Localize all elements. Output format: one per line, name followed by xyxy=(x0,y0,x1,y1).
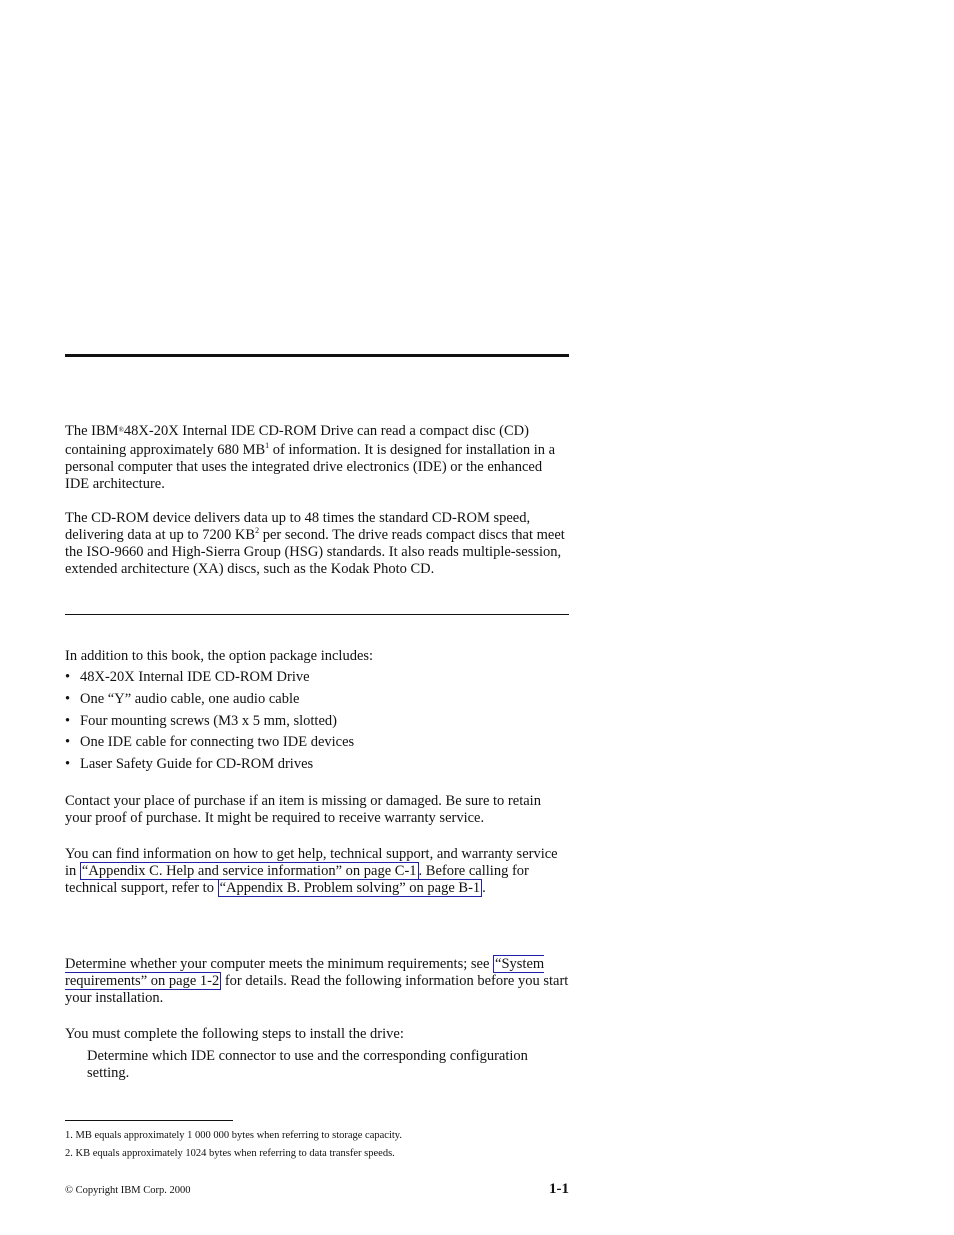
bullet: • xyxy=(65,734,71,751)
chapter-rule xyxy=(65,354,569,357)
intro-text: The CD-ROM device delivers data up to 48 times the standard CD-ROM speed, delivering data at up to 7200 KB xyxy=(65,510,531,543)
bullet: • xyxy=(65,669,71,685)
footnote-2: 2. KB equals approximately 1024 bytes when referring to data transfer speeds. xyxy=(65,1148,395,1159)
install-step-1: Determine which IDE connector to use and the corresponding configuration setting. xyxy=(87,1048,528,1081)
package-contents-list xyxy=(65,669,569,778)
page-number: 1-1 xyxy=(549,1181,569,1197)
footnote-ref-2: 2 xyxy=(255,526,260,536)
install-paragraph-1 xyxy=(65,956,569,1007)
list-item-text: Four mounting screws (M3 x 5 mm, slotted) xyxy=(80,712,337,729)
footnote-1: 1. MB equals approximately 1 000 000 bytes when referring to storage capacity. xyxy=(65,1130,402,1141)
list-item xyxy=(65,734,569,756)
intro-text: of information. It is designed for installation in a personal computer that uses the integrated drive electronics (IDE) or the enhanced IDE architecture. xyxy=(65,442,556,492)
copyright-notice: © Copyright IBM Corp. 2000 xyxy=(65,1185,191,1196)
registered-mark: ® xyxy=(118,426,124,434)
package-intro: In addition to this book, the option package includes: xyxy=(65,648,374,664)
list-item-text: One IDE cable for connecting two IDE devices xyxy=(80,734,355,751)
list-item xyxy=(65,691,569,713)
bullet: • xyxy=(65,690,71,707)
list-item-text: One “Y” audio cable, one audio cable xyxy=(80,690,300,707)
intro-text: 48X-20X Internal IDE CD-ROM Drive can read a compact disc (CD) containing approximately 680 MB xyxy=(65,423,529,458)
install-paragraph-2: You must complete the following steps to install the drive: xyxy=(65,1026,404,1042)
intro-paragraph-1 xyxy=(65,423,569,493)
list-item xyxy=(65,756,569,778)
install-text: Determine whether your computer meets the minimum requirements; see xyxy=(65,956,494,972)
section-rule xyxy=(65,614,569,615)
install-text: for details. Read the following information before you start your installation. xyxy=(65,973,569,1006)
footnote-ref-1: 1 xyxy=(265,441,270,451)
footnote-rule xyxy=(65,1120,233,1121)
list-item xyxy=(65,713,569,735)
help-paragraph xyxy=(65,846,569,897)
help-text: . Before calling for technical support, refer to xyxy=(65,863,529,896)
contact-paragraph: Contact your place of purchase if an item is missing or damaged. Be sure to retain your proof of purchase. It might be required to receive warranty service. xyxy=(65,793,541,826)
list-item-text: Laser Safety Guide for CD-ROM drives xyxy=(80,756,314,773)
list-item-text: 48X-20X Internal IDE CD-ROM Drive xyxy=(80,669,310,685)
help-text: . xyxy=(482,880,486,896)
list-item xyxy=(65,669,569,691)
intro-text: per second. The drive reads compact discs that meet the ISO-9660 and High-Sierra Group (HSG) standards. It also reads multiple-session, extended architecture (XA) discs, such as the Kodak Photo CD. xyxy=(65,527,565,577)
appendix-c-link[interactable]: “Appendix C. Help and service information” on page C-1 xyxy=(81,863,417,879)
help-text: You can find information on how to get help, technical support, and warranty service in xyxy=(65,846,558,879)
system-requirements-link[interactable]: “System requirements” on page 1-2 xyxy=(65,956,545,989)
intro-paragraph-2 xyxy=(65,510,569,578)
bullet: • xyxy=(65,712,71,729)
intro-text: The IBM xyxy=(65,423,119,439)
appendix-b-link[interactable]: “Appendix B. Problem solving” on page B-1 xyxy=(219,880,481,896)
bullet: • xyxy=(65,756,71,773)
